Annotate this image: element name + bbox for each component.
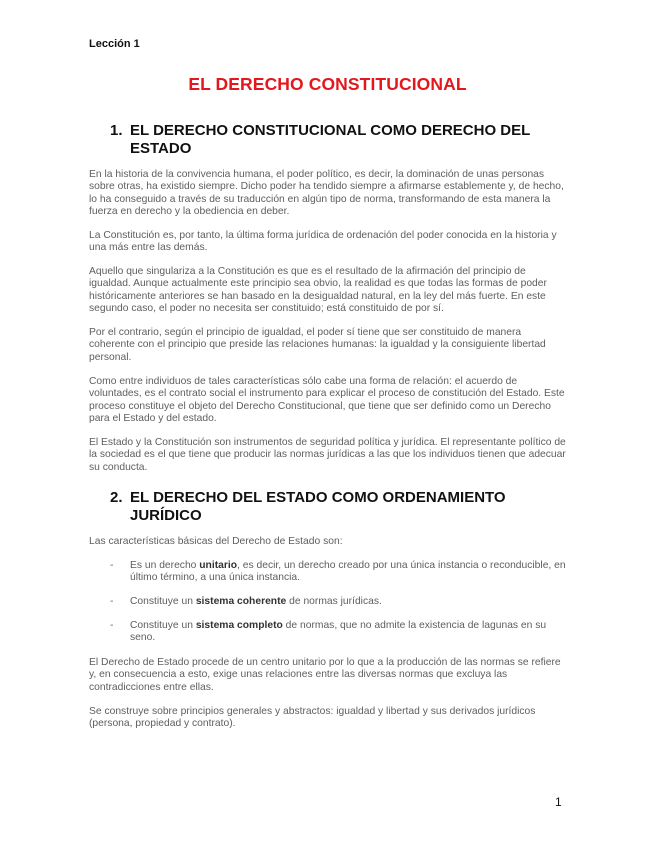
bullet-bold-term: unitario (199, 560, 238, 571)
bullet-dash: - (110, 596, 114, 607)
section-2-paragraph-2: Se construye sobre principios generales y abstractos: igualdad y libertad y sus derivados jurídicos (persona, propiedad y contrato). (89, 706, 536, 730)
lesson-header: Lección 1 (89, 38, 140, 50)
section-1-heading (110, 122, 550, 158)
document-title: EL DERECHO CONSTITUCIONAL (188, 74, 467, 94)
section-2-title: EL DERECHO DEL ESTADO COMO ORDENAMIENTO JURÍDICO (130, 489, 506, 524)
section-2-number: 2. (110, 489, 123, 506)
bullet-text: Constituye un (130, 620, 196, 631)
bullet-text: de normas jurídicas. (286, 596, 382, 607)
section-1-paragraph-6: El Estado y la Constitución son instrumentos de seguridad política y jurídica. El representante político de la sociedad es el que tiene que producir las normas jurídicas a las que los individuos tienen que adecuar su conducta. (89, 437, 566, 473)
bullet-text: Constituye un (130, 596, 196, 607)
page-number: 1 (555, 795, 562, 809)
bullet-bold-term: sistema completo (195, 620, 283, 631)
section-1-paragraph-2: La Constitución es, por tanto, la última forma jurídica de ordenación del poder conocida en la historia y una más entre las demás. (89, 230, 557, 254)
section-2-intro: Las características básicas del Derecho de Estado son: (89, 536, 343, 547)
section-1-paragraph-1: En la historia de la convivencia humana, el poder político, es decir, la dominación de unas personas sobre otras, ha existido siempre. Dicho poder ha tendido siempre a afirmarse establemente y, de hecho, lo ha conseguido a través de su traducción en algún tipo de norma, transformando de esta manera la fuerza en derecho y la obediencia en deber. (89, 169, 564, 218)
list-item (110, 560, 570, 585)
bullet-text: de normas, que no admite la existencia de lagunas en su seno. (130, 620, 547, 644)
bullet-dash: - (110, 620, 114, 631)
list-item (110, 596, 570, 608)
section-1-paragraph-5: Como entre individuos de tales características sólo cabe una forma de relación: el acuerdo de voluntades, es el contrato social el instrumento para explicar el proceso de constitución del Estado. Este proceso constituye el objeto del Derecho Constitucional, que tiene que ser definido como un Derecho para el Estado y del estado. (89, 376, 565, 425)
section-1-paragraph-4: Por el contrario, según el principio de igualdad, el poder sí tiene que ser constituido de manera coherente con el principio que preside las relaciones humanas: la igualdad y la consiguiente libertad personal. (89, 327, 546, 363)
section-1-number: 1. (110, 122, 123, 139)
section-2-heading (110, 489, 550, 525)
section-1-title: EL DERECHO CONSTITUCIONAL COMO DERECHO DEL ESTADO (130, 122, 531, 157)
bullet-text: Es un derecho (130, 560, 200, 571)
list-item (110, 620, 570, 645)
section-2-paragraph-1: El Derecho de Estado procede de un centro unitario por lo que a la producción de las normas se refiere y, en consecuencia a esto, exige unas relaciones entre las diversas normas que excluya las contradicciones entre ellas. (89, 657, 561, 693)
bullet-bold-term: sistema coherente (195, 596, 287, 607)
section-1-paragraph-3: Aquello que singulariza a la Constitución es que es el resultado de la afirmación del principio de igualdad. Aunque actualmente este principio sea obvio, la realidad es que todas las formas de poder históricamente anteriores se han basado en la desigualdad natural, en la ley del más fuerte. En este segundo caso, el poder no necesita ser constituido; está constituido de por sí. (89, 266, 547, 315)
bullet-dash: - (110, 560, 114, 571)
bullet-text: , es decir, un derecho creado por una única instancia o reconducible, en último término, a una única instancia. (130, 560, 566, 584)
